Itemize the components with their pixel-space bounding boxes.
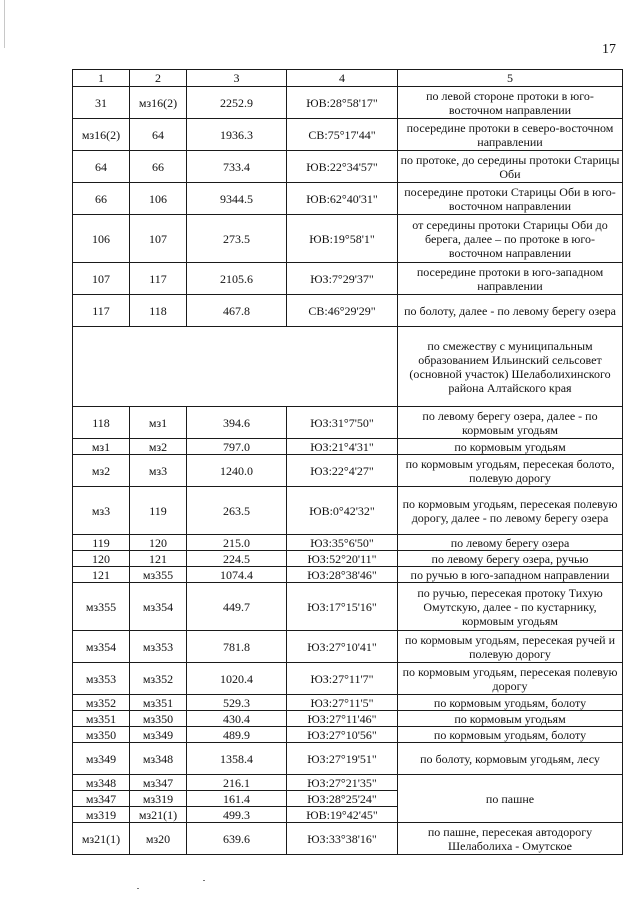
point-to-cell: мз350 [130, 711, 187, 727]
length-cell: 499.3 [187, 807, 287, 823]
bearing-cell: ЮЗ:31°7'50" [287, 407, 398, 439]
table-row [73, 407, 623, 439]
point-from-cell: 121 [73, 567, 130, 583]
length-cell: 215.0 [187, 535, 287, 551]
table-row [73, 743, 623, 775]
point-from-cell: мз3 [73, 487, 130, 535]
description-cell: по кормовым угодьям [398, 439, 623, 455]
bearing-cell: ЮЗ:27°10'56" [287, 727, 398, 743]
table-row [73, 215, 623, 263]
point-to-cell: мз2 [130, 439, 187, 455]
description-cell: по левой стороне протоки в юго-восточном направлении [398, 87, 623, 119]
point-to-cell: мз21(1) [130, 807, 187, 823]
point-to-cell: 64 [130, 119, 187, 151]
bearing-cell: ЮЗ:21°4'31" [287, 439, 398, 455]
length-cell: 2105.6 [187, 263, 287, 295]
header-cell: 2 [130, 70, 187, 87]
table-row [73, 119, 623, 151]
table-row [73, 823, 623, 855]
bearing-cell: ЮЗ:28°38'46" [287, 567, 398, 583]
point-from-cell: мз319 [73, 807, 130, 823]
bearing-cell: ЮЗ:17°15'16" [287, 583, 398, 631]
point-to-cell: 120 [130, 535, 187, 551]
point-from-cell: мз353 [73, 663, 130, 695]
table-row [73, 711, 623, 727]
description-cell: посередине протоки в юго-западном направлении [398, 263, 623, 295]
length-cell: 2252.9 [187, 87, 287, 119]
table-row [73, 327, 623, 407]
point-from-cell: 118 [73, 407, 130, 439]
description-cell: по кормовым угодьям [398, 711, 623, 727]
point-from-cell: 106 [73, 215, 130, 263]
length-cell: 781.8 [187, 631, 287, 663]
table-row [73, 487, 623, 535]
description-cell: по кормовым угодьям, пересекая полевую дорогу, далее - по левому берегу озера [398, 487, 623, 535]
table-row [73, 727, 623, 743]
point-to-cell: 66 [130, 151, 187, 183]
length-cell: 797.0 [187, 439, 287, 455]
description-cell: по ручью в юго-западном направлении [398, 567, 623, 583]
length-cell: 1074.4 [187, 567, 287, 583]
point-to-cell: мз353 [130, 631, 187, 663]
page-number: 17 [602, 42, 616, 57]
header-cell: 1 [73, 70, 130, 87]
table-row [73, 775, 623, 791]
length-cell: 394.6 [187, 407, 287, 439]
table-row [73, 295, 623, 327]
length-cell: 467.8 [187, 295, 287, 327]
point-from-cell: 66 [73, 183, 130, 215]
description-cell: по протоке, до середины протоки Старицы Оби [398, 151, 623, 183]
description-cell: посередине протоки в северо-восточном направлении [398, 119, 623, 151]
bearing-cell: ЮВ:22°34'57" [287, 151, 398, 183]
scan-margin-mark [0, 0, 5, 48]
bearing-cell: ЮЗ:7°29'37" [287, 263, 398, 295]
point-to-cell: мз352 [130, 663, 187, 695]
description-cell: по кормовым угодьям, пересекая болото, полевую дорогу [398, 455, 623, 487]
point-to-cell: мз351 [130, 695, 187, 711]
table-row [73, 263, 623, 295]
bearing-cell: ЮЗ:27°19'51" [287, 743, 398, 775]
length-cell: 733.4 [187, 151, 287, 183]
description-cell: по пашне [398, 775, 623, 823]
bearing-cell: ЮЗ:27°11'7" [287, 663, 398, 695]
point-from-cell: мз2 [73, 455, 130, 487]
point-to-cell: 118 [130, 295, 187, 327]
description-cell: по кормовым угодьям, болоту [398, 695, 623, 711]
table-row [73, 567, 623, 583]
point-from-cell: 31 [73, 87, 130, 119]
point-to-cell: 106 [130, 183, 187, 215]
bearing-cell: ЮЗ:35°6'50" [287, 535, 398, 551]
length-cell: 1936.3 [187, 119, 287, 151]
description-cell: по пашне, пересекая автодорогу Шелаболиха - Омутское [398, 823, 623, 855]
point-to-cell: 117 [130, 263, 187, 295]
bearing-cell: ЮЗ:28°25'24" [287, 791, 398, 807]
point-from-cell: мз355 [73, 583, 130, 631]
header-row [73, 70, 623, 87]
point-from-cell: мз350 [73, 727, 130, 743]
bearing-cell: ЮЗ:33°38'16" [287, 823, 398, 855]
table-body [73, 87, 623, 855]
table-row [73, 183, 623, 215]
bearing-cell: СВ:46°29'29" [287, 295, 398, 327]
point-to-cell: 119 [130, 487, 187, 535]
length-cell: 1020.4 [187, 663, 287, 695]
point-from-cell: мз352 [73, 695, 130, 711]
table-row [73, 455, 623, 487]
point-to-cell: мз1 [130, 407, 187, 439]
point-from-cell: мз347 [73, 791, 130, 807]
point-to-cell: мз20 [130, 823, 187, 855]
point-from-cell: мз21(1) [73, 823, 130, 855]
point-from-cell: мз1 [73, 439, 130, 455]
table-row [73, 551, 623, 567]
length-cell: 161.4 [187, 791, 287, 807]
boundary-table [72, 69, 623, 855]
description-cell: по кормовым угодьям, пересекая полевую дорогу [398, 663, 623, 695]
description-cell: по левому берегу озера [398, 535, 623, 551]
bearing-cell: ЮВ:0°42'32" [287, 487, 398, 535]
point-from-cell: мз351 [73, 711, 130, 727]
header-cell: 5 [398, 70, 623, 87]
table-row [73, 87, 623, 119]
length-cell: 1240.0 [187, 455, 287, 487]
length-cell: 489.9 [187, 727, 287, 743]
point-from-cell: мз354 [73, 631, 130, 663]
length-cell: 224.5 [187, 551, 287, 567]
description-cell: посередине протоки Старицы Оби в юго-восточном направлении [398, 183, 623, 215]
table-row [73, 583, 623, 631]
length-cell: 263.5 [187, 487, 287, 535]
point-from-cell: 107 [73, 263, 130, 295]
point-to-cell: мз354 [130, 583, 187, 631]
bearing-cell: ЮЗ:27°11'5" [287, 695, 398, 711]
point-from-cell: 120 [73, 551, 130, 567]
point-to-cell: мз319 [130, 791, 187, 807]
point-to-cell: мз16(2) [130, 87, 187, 119]
bearing-cell: ЮВ:62°40'31" [287, 183, 398, 215]
description-cell: по кормовым угодьям, болоту [398, 727, 623, 743]
table-row [73, 151, 623, 183]
point-to-cell: мз347 [130, 775, 187, 791]
length-cell: 216.1 [187, 775, 287, 791]
table-row [73, 695, 623, 711]
table-row [73, 631, 623, 663]
header-cell: 3 [187, 70, 287, 87]
scan-speck [203, 880, 205, 881]
bearing-cell: ЮЗ:27°11'46" [287, 711, 398, 727]
point-from-cell: 117 [73, 295, 130, 327]
point-from-cell: мз16(2) [73, 119, 130, 151]
point-to-cell: 107 [130, 215, 187, 263]
bearing-cell: ЮВ:28°58'17" [287, 87, 398, 119]
length-cell: 9344.5 [187, 183, 287, 215]
bearing-cell: ЮЗ:27°21'35" [287, 775, 398, 791]
point-to-cell: мз349 [130, 727, 187, 743]
length-cell: 639.6 [187, 823, 287, 855]
length-cell: 430.4 [187, 711, 287, 727]
bearing-cell: СВ:75°17'44" [287, 119, 398, 151]
header-cell: 4 [287, 70, 398, 87]
length-cell: 529.3 [187, 695, 287, 711]
point-from-cell: мз348 [73, 775, 130, 791]
description-cell: по болоту, кормовым угодьям, лесу [398, 743, 623, 775]
description-cell: по смежеству с муниципальным образованием Ильинский сельсовет (основной участок) Шелаболихинского района Алтайского края [398, 327, 623, 407]
description-cell: по кормовым угодьям, пересекая ручей и полевую дорогу [398, 631, 623, 663]
point-from-cell: мз349 [73, 743, 130, 775]
description-cell: по левому берегу озера, далее - по кормовым угодьям [398, 407, 623, 439]
description-cell: по ручью, пересекая протоку Тихую Омутскую, далее - по кустарнику, кормовым угодьям [398, 583, 623, 631]
point-to-cell: мз355 [130, 567, 187, 583]
bearing-cell: ЮВ:19°58'1" [287, 215, 398, 263]
description-cell: по левому берегу озера, ручью [398, 551, 623, 567]
blank-span-cell [73, 327, 398, 407]
description-cell: от середины протоки Старицы Оби до берега, далее – по протоке в юго-восточном направлении [398, 215, 623, 263]
bearing-cell: ЮЗ:52°20'11" [287, 551, 398, 567]
length-cell: 273.5 [187, 215, 287, 263]
table-row [73, 439, 623, 455]
bearing-cell: ЮЗ:22°4'27" [287, 455, 398, 487]
description-cell: по болоту, далее - по левому берегу озера [398, 295, 623, 327]
bearing-cell: ЮВ:19°42'45" [287, 807, 398, 823]
point-to-cell: мз3 [130, 455, 187, 487]
table-row [73, 663, 623, 695]
point-from-cell: 64 [73, 151, 130, 183]
point-from-cell: 119 [73, 535, 130, 551]
scan-speck [137, 888, 139, 889]
table-row [73, 535, 623, 551]
length-cell: 449.7 [187, 583, 287, 631]
point-to-cell: 121 [130, 551, 187, 567]
length-cell: 1358.4 [187, 743, 287, 775]
bearing-cell: ЮЗ:27°10'41" [287, 631, 398, 663]
point-to-cell: мз348 [130, 743, 187, 775]
